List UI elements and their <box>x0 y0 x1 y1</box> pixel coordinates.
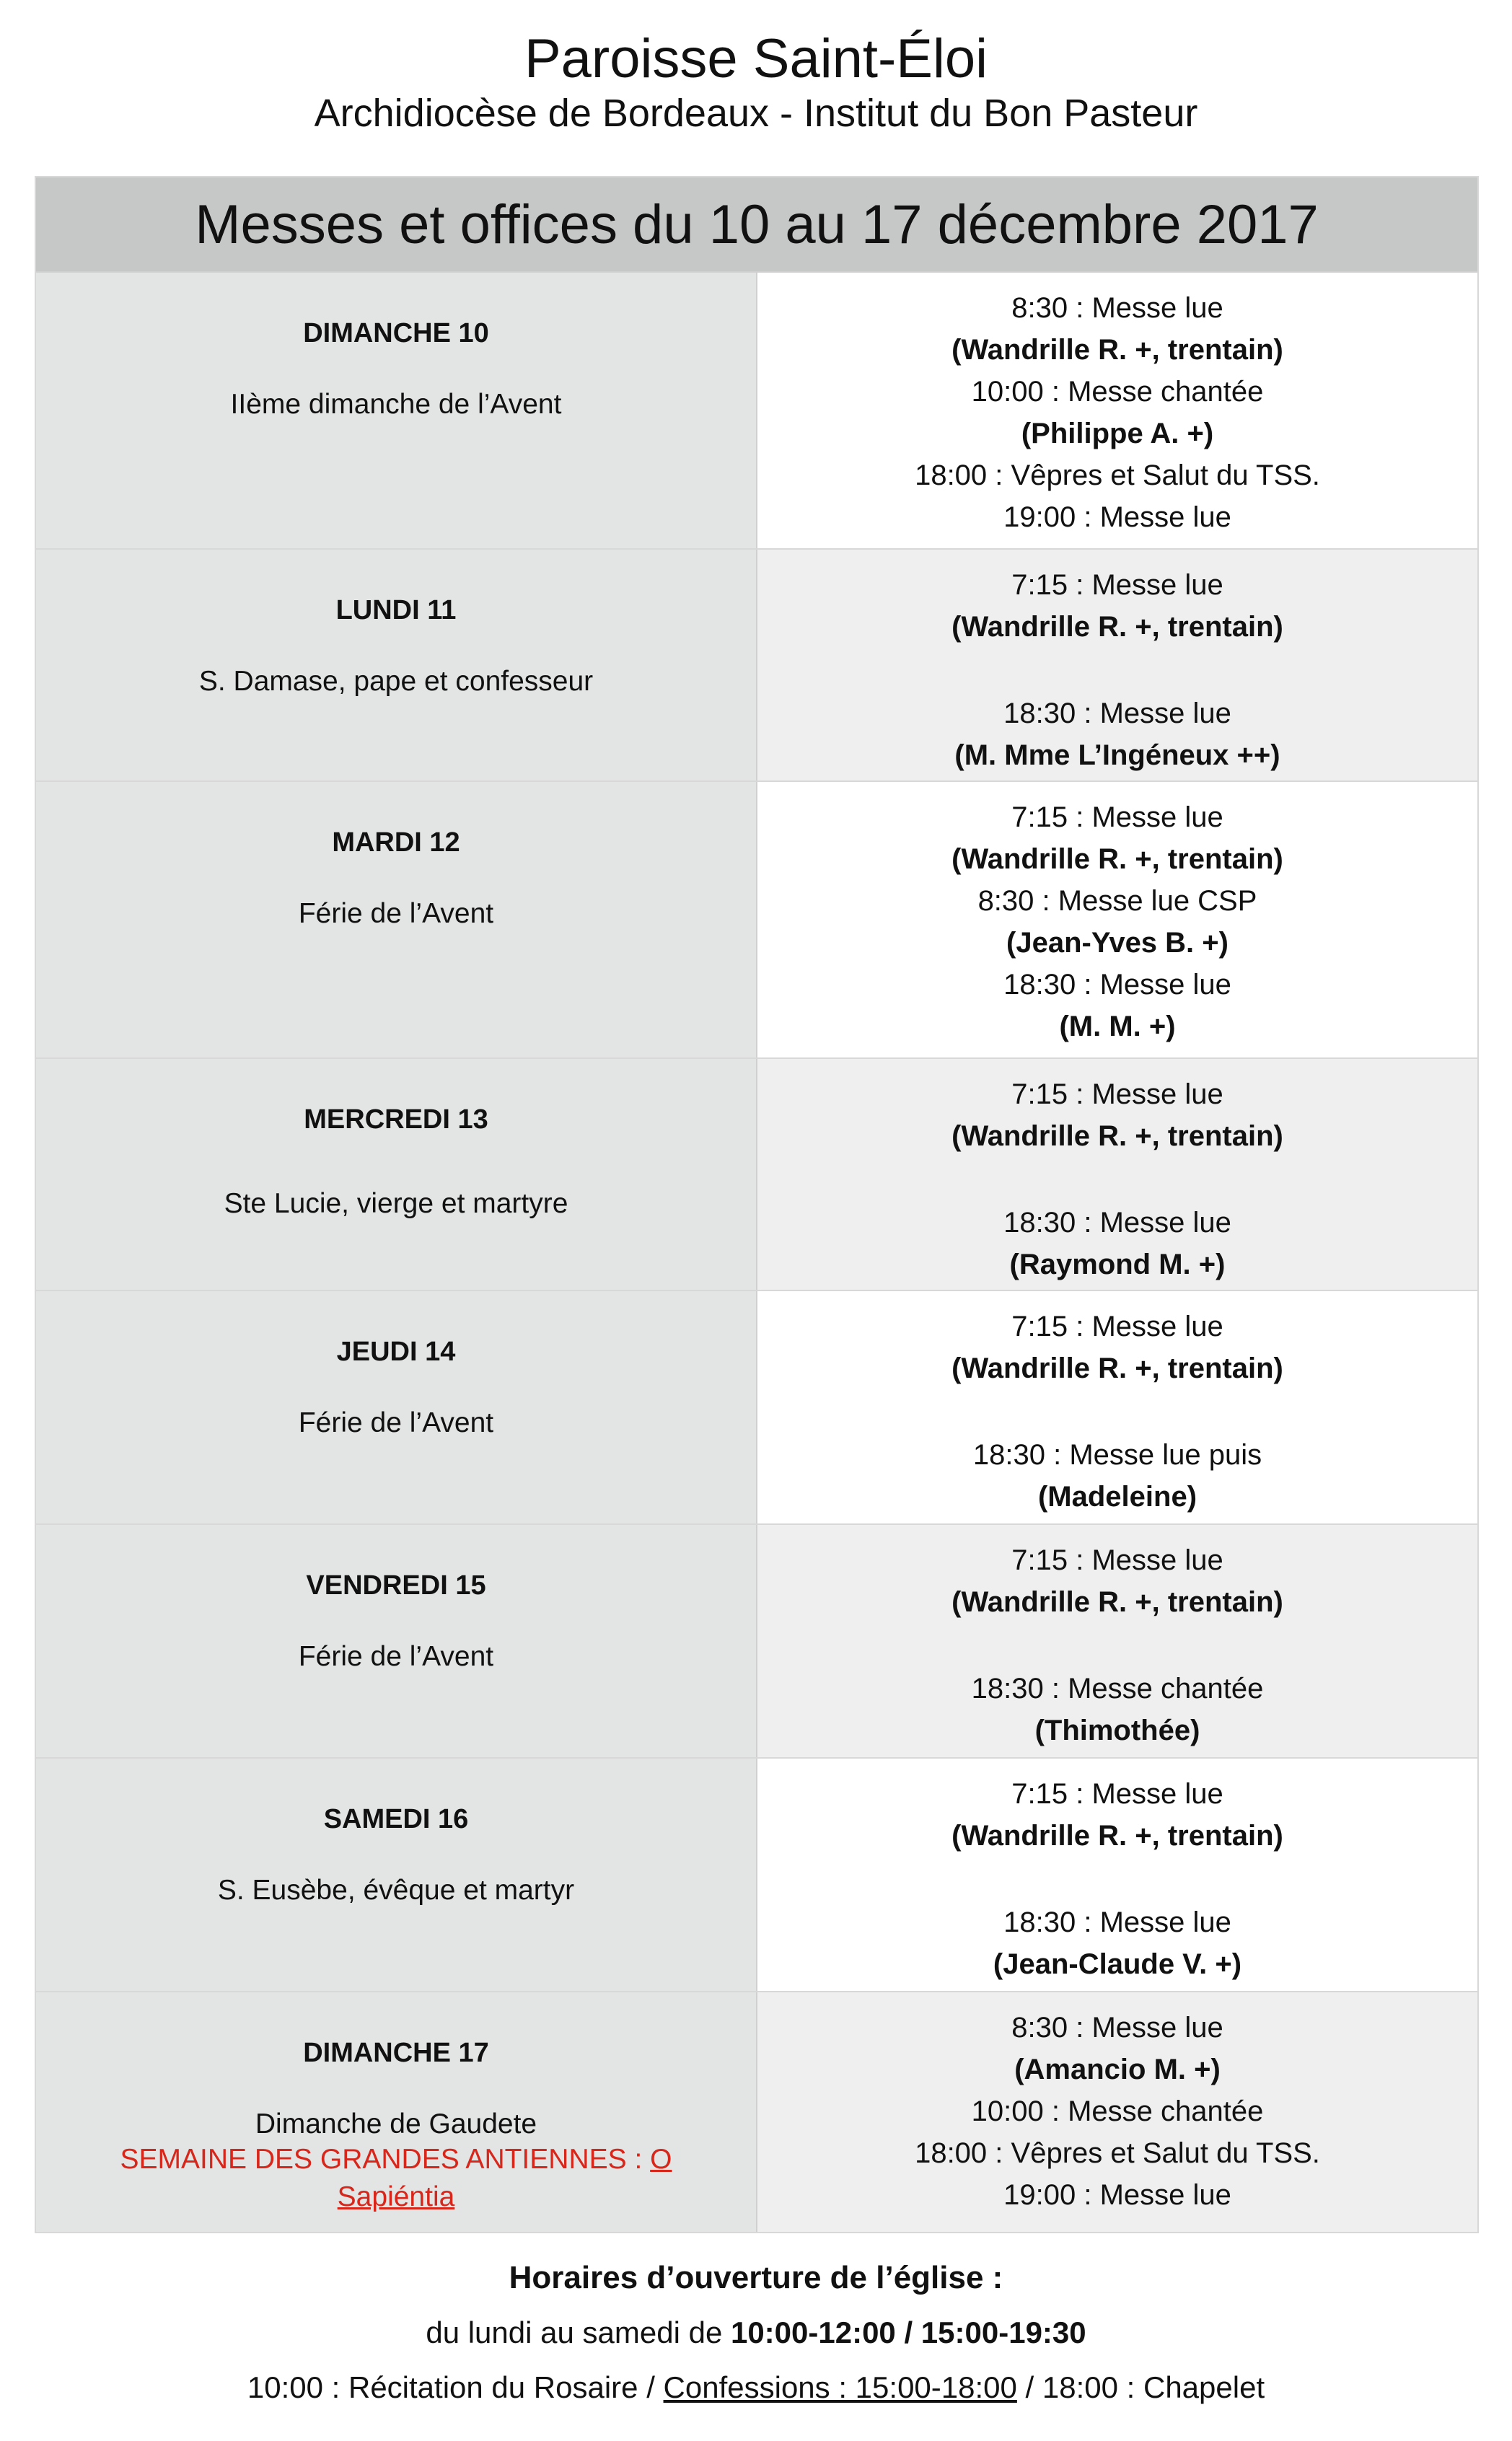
schedule-row-lundi-11 <box>36 550 1477 782</box>
weekday-prefix: du lundi au samedi de <box>426 2315 731 2349</box>
mass-line: 7:15 : Messe lue <box>1011 1544 1223 1576</box>
mass-intention: (Wandrille R. +, trentain) <box>951 1586 1283 1618</box>
page-header <box>0 0 1512 136</box>
mass-line: 8:30 : Messe lue CSP <box>977 885 1257 917</box>
mass-line: 10:00 : Messe chantée <box>971 376 1264 408</box>
day-cell <box>36 782 757 1057</box>
day-label: JEUDI 14 <box>336 1337 456 1367</box>
mass-line: 18:00 : Vêpres et Salut du TSS. <box>915 2137 1320 2169</box>
mass-intention: (Thimothée) <box>1034 1715 1200 1746</box>
mass-cell <box>757 1992 1477 2232</box>
feast-label: S. Damase, pape et confesseur <box>198 666 594 697</box>
mass-line: 18:30 : Messe lue <box>1003 1906 1231 1938</box>
schedule-row-vendredi-15 <box>36 1525 1477 1759</box>
mass-line: 8:30 : Messe lue <box>1011 2012 1223 2044</box>
mass-line: 19:00 : Messe lue <box>1003 2179 1231 2211</box>
schedule-row-dimanche-10 <box>36 273 1477 550</box>
feast-label: Férie de l’Avent <box>298 898 494 929</box>
mass-intention: (Wandrille R. +, trentain) <box>951 1820 1283 1852</box>
opening-hours <box>0 2251 1512 2415</box>
weekday-hours-line <box>0 2305 1512 2360</box>
antiphon-link[interactable]: O Sapiéntia <box>337 2144 672 2212</box>
day-cell <box>36 1759 757 1991</box>
chapelet-text: / 18:00 : Chapelet <box>1016 2370 1265 2404</box>
day-cell <box>36 1992 757 2232</box>
day-label: DIMANCHE 10 <box>303 318 489 348</box>
mass-intention: (Philippe A. +) <box>1021 418 1214 449</box>
schedule-table <box>35 176 1479 2233</box>
schedule-row-mardi-12 <box>36 782 1477 1059</box>
mass-intention: (Wandrille R. +, trentain) <box>951 1120 1283 1152</box>
mass-line: 19:00 : Messe lue <box>1003 501 1231 533</box>
mass-intention: (Jean-Yves B. +) <box>1006 927 1228 959</box>
day-cell <box>36 1059 757 1290</box>
mass-line: 8:30 : Messe lue <box>1011 292 1223 324</box>
diocese-subtitle: Archidiocèse de Bordeaux - Institut du Bon Pasteur <box>314 92 1198 135</box>
mass-line: 18:30 : Messe lue <box>1003 969 1231 1000</box>
mass-line: 18:30 : Messe lue <box>1003 698 1231 729</box>
mass-line: 7:15 : Messe lue <box>1011 1311 1223 1342</box>
mass-line: 7:15 : Messe lue <box>1011 801 1223 833</box>
antiphon-note-text: SEMAINE DES GRANDES ANTIENNES : <box>120 2144 651 2175</box>
schedule-row-jeudi-14 <box>36 1291 1477 1525</box>
mass-line: 7:15 : Messe lue <box>1011 569 1223 601</box>
feast-label: IIème dimanche de l’Avent <box>230 389 562 420</box>
mass-intention: (Wandrille R. +, trentain) <box>951 334 1283 366</box>
rosary-text: 10:00 : Récitation du Rosaire / <box>247 2370 664 2404</box>
mass-intention: (Amancio M. +) <box>1014 2054 1221 2085</box>
day-label: VENDREDI 15 <box>306 1570 486 1601</box>
mass-intention: (Raymond M. +) <box>1009 1249 1226 1280</box>
daily-offices-line <box>0 2360 1512 2415</box>
mass-cell <box>757 1059 1477 1290</box>
day-label: MERCREDI 13 <box>304 1104 488 1135</box>
parish-name: Paroisse Saint-Éloi <box>524 28 988 89</box>
day-cell <box>36 1525 757 1757</box>
feast-label: Férie de l’Avent <box>298 1407 494 1438</box>
mass-intention: (Wandrille R. +, trentain) <box>951 611 1283 643</box>
mass-line: 18:30 : Messe lue puis <box>972 1439 1262 1471</box>
mass-cell <box>757 782 1477 1057</box>
day-label: SAMEDI 16 <box>323 1804 469 1834</box>
confessions-link[interactable]: Confessions : 15:00-18:00 <box>663 2370 1017 2404</box>
day-cell <box>36 1291 757 1523</box>
schedule-row-samedi-16 <box>36 1759 1477 1992</box>
opening-hours-title: Horaires d’ouverture de l’église : <box>509 2260 1003 2295</box>
day-cell <box>36 273 757 548</box>
mass-line: 18:30 : Messe lue <box>1003 1207 1231 1239</box>
feast-label: Ste Lucie, vierge et martyre <box>224 1188 568 1219</box>
mass-line: 18:30 : Messe chantée <box>971 1673 1264 1705</box>
mass-intention: (Wandrille R. +, trentain) <box>951 1353 1283 1384</box>
mass-intention: (M. Mme L’Ingéneux ++) <box>954 739 1280 771</box>
mass-cell <box>757 1291 1477 1523</box>
mass-line: 10:00 : Messe chantée <box>971 2095 1264 2127</box>
day-cell <box>36 550 757 780</box>
mass-intention: (Madeleine) <box>1037 1481 1197 1513</box>
feast-label: Dimanche de Gaudete <box>255 2108 537 2139</box>
feast-label: Férie de l’Avent <box>298 1641 494 1672</box>
mass-cell <box>757 273 1477 548</box>
mass-line: 7:15 : Messe lue <box>1011 1778 1223 1810</box>
day-label: LUNDI 11 <box>335 595 457 625</box>
weekday-hours: 10:00-12:00 / 15:00-19:30 <box>730 2315 1086 2349</box>
schedule-row-mercredi-13 <box>36 1059 1477 1291</box>
antiphon-note <box>86 2141 706 2216</box>
mass-intention: (Jean-Claude V. +) <box>993 1948 1242 1980</box>
schedule-row-dimanche-17 <box>36 1992 1477 2232</box>
mass-cell <box>757 1759 1477 1991</box>
mass-line: 18:00 : Vêpres et Salut du TSS. <box>915 459 1320 491</box>
mass-intention: (M. M. +) <box>1059 1011 1176 1042</box>
feast-label: S. Eusèbe, évêque et martyr <box>217 1875 575 1906</box>
day-label: DIMANCHE 17 <box>303 2038 489 2068</box>
mass-line: 7:15 : Messe lue <box>1011 1078 1223 1110</box>
schedule-title: Messes et offices du 10 au 17 décembre 2017 <box>36 177 1477 273</box>
mass-cell <box>757 1525 1477 1757</box>
day-label: MARDI 12 <box>332 827 460 858</box>
mass-cell <box>757 550 1477 780</box>
mass-intention: (Wandrille R. +, trentain) <box>951 843 1283 875</box>
